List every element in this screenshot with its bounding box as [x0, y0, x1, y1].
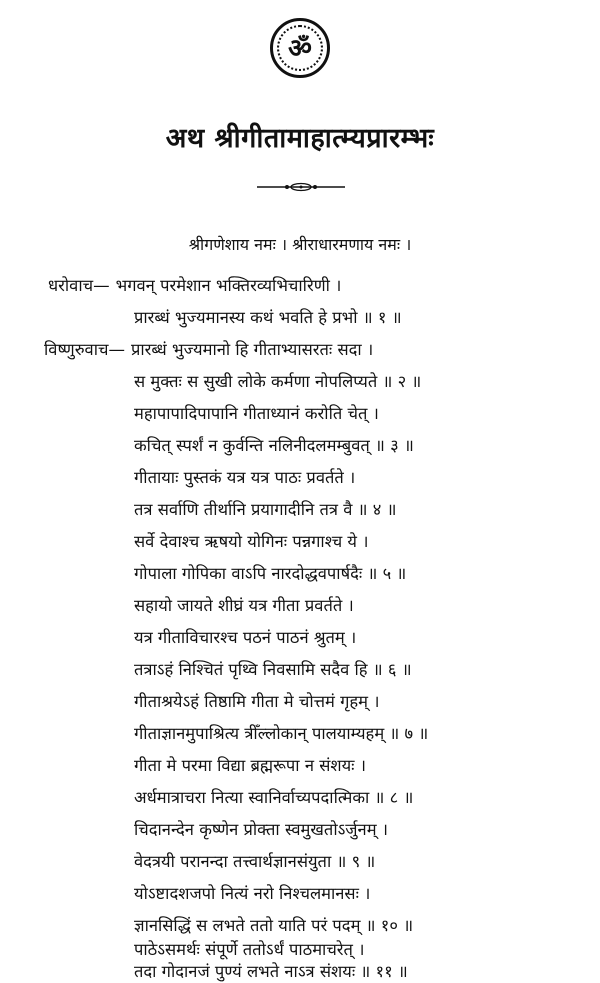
verse-line — [134, 497, 397, 520]
verse-text: तत्र सर्वाणि तीर्थानि प्रयागादीनि तत्र वै ॥ ४ ॥ — [134, 500, 397, 519]
verse-line — [134, 689, 380, 712]
verse-line — [48, 273, 341, 296]
verse-line — [134, 433, 414, 456]
verse-text: यत्र गीताविचारश्च पठनं पाठनं श्रुतम् । — [134, 628, 357, 647]
verse-line — [134, 561, 406, 584]
verse-text: प्रारब्धं भुज्यमानस्य कथं भवति हे प्रभो ॥ १ ॥ — [134, 308, 402, 327]
salutation-line: श्रीगणेशाय नमः । श्रीराधारमणाय नमः । — [188, 235, 412, 254]
verse-line — [134, 785, 413, 808]
ornamental-divider — [255, 180, 347, 194]
verse-line — [134, 529, 369, 552]
verse-line — [134, 849, 375, 872]
verse-line — [134, 305, 402, 328]
verse-text: महापापादिपापानि गीताध्यानं करोति चेत् । — [134, 404, 379, 423]
verse-text: सहायो जायते शीघ्रं यत्र गीता प्रवर्तते । — [134, 596, 354, 615]
verse-text: गीताश्रयेऽहं तिष्ठामि गीता मे चोत्तमं गृहम् । — [134, 692, 380, 711]
verse-line — [134, 959, 408, 982]
verse-text: कचित् स्पर्शं न कुर्वन्ति नलिनीदलमम्बुवत् ॥ ३ ॥ — [134, 436, 414, 455]
verse-line — [134, 657, 412, 680]
verse-text: तदा गोदानजं पुण्यं लभते नाऽत्र संशयः ॥ ११ ॥ — [134, 962, 408, 981]
verse-text: योऽष्टादशजपो नित्यं नरो निश्चलमानसः । — [134, 884, 371, 903]
verse-text: गीता मे परमा विद्या ब्रह्मरूपा न संशयः । — [134, 756, 366, 775]
verse-text: तत्राऽहं निश्चितं पृथ्वि निवसामि सदैव हि ॥ ६ ॥ — [134, 660, 412, 679]
verse-line — [134, 881, 370, 904]
verse-text: चिदानन्देन कृष्णेन प्रोक्ता स्वमुखतोऽर्जुनम् । — [134, 820, 389, 839]
verse-line — [134, 369, 421, 392]
verse-text: गोपाला गोपिका वाऽपि नारदोद्धवपार्षदैः ॥ ५ ॥ — [134, 564, 407, 583]
verse-text: अर्धमात्राचरा नित्या स्वानिर्वाच्यपदात्मिका ॥ ८ ॥ — [134, 788, 414, 807]
verse-text: स मुक्तः स सुखी लोके कर्मणा नोपलिप्यते ॥ २ ॥ — [134, 372, 422, 391]
om-seal — [270, 18, 330, 78]
verse-line — [134, 753, 366, 776]
verse-text: गीतायाः पुस्तकं यत्र यत्र पाठः प्रवर्तते । — [134, 468, 356, 487]
verse-text: गीताज्ञानमुपाश्रित्य त्रीँल्लोकान् पालयाम्यहम् ॥ ७ ॥ — [134, 724, 429, 743]
verse-line — [44, 337, 373, 360]
verse-text: पाठेऽसमर्थः संपूर्णे ततोऽर्धं पाठमाचरेत् । — [134, 940, 365, 959]
verse-line — [134, 593, 354, 616]
verse-text: ज्ञानसिद्धिं स लभते ततो याति परं पदम् ॥ १० ॥ — [134, 916, 414, 935]
verse-line — [134, 913, 413, 936]
verse-text: प्रारब्धं भुज्यमानो हि गीताभ्यासरतः सदा । — [130, 340, 374, 359]
verse-line — [134, 721, 428, 744]
verse-line — [134, 817, 388, 840]
verse-text: सर्वे देवाश्च ऋषयो योगिनः पन्नगाश्च ये । — [134, 532, 369, 551]
page-title: अथ श्रीगीतामाहात्म्यप्रारम्भः — [165, 123, 435, 154]
speaker-label: विष्णुरुवाच— — [44, 340, 125, 359]
verse-line — [134, 465, 355, 488]
verse-text: भगवन् परमेशान भक्तिरव्यभिचारिणी । — [115, 276, 342, 295]
om-symbol: ॐ — [288, 34, 312, 64]
verse-line — [134, 937, 364, 960]
speaker-label: धरोवाच— — [48, 276, 110, 295]
verse-text: वेदत्रयी परानन्दा तत्त्वार्थज्ञानसंयुता ॥ ९ ॥ — [134, 852, 376, 871]
verse-line — [134, 401, 379, 424]
verse-line — [134, 625, 356, 648]
